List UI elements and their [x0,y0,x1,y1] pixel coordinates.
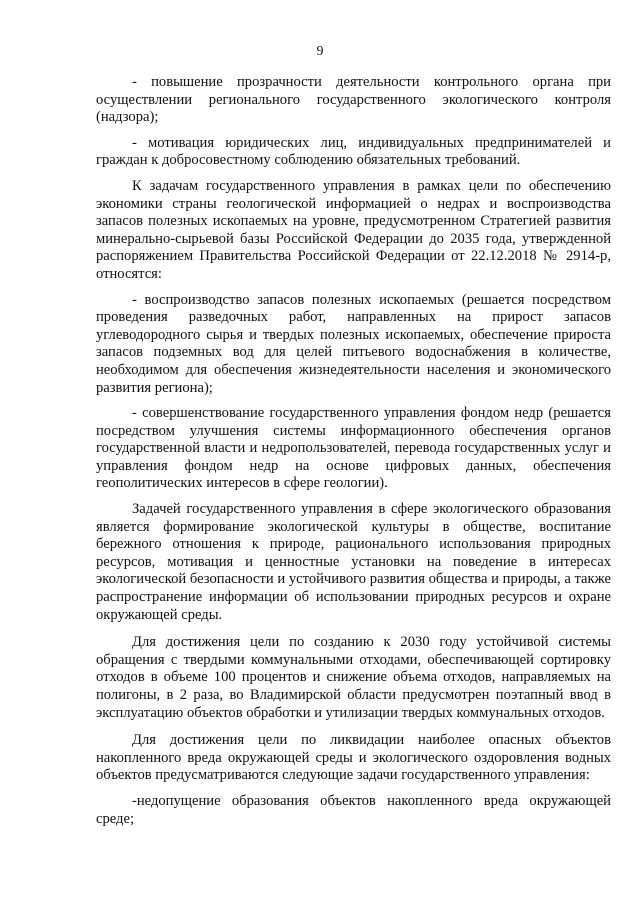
paragraph-transparency: - повышение прозрачности деятельности контрольного органа при осуществлении регионального государственного экологического контроля (надзора); [96,74,611,126]
paragraph-reserves-reproduction: - воспроизводство запасов полезных ископаемых (решается посредством проведения разведочных работ, направленных на прирост запасов углеводородного сырья и твердых полезных ископаемых, обеспечение прироста запасов подземных вод для целей питьевого водоснабжения в количестве, необходимом для обеспечения жизнедеятельности населения и экономического развития региона); [96,291,611,396]
paragraph-motivation: - мотивация юридических лиц, индивидуальных предпринимателей и граждан к добросовестному соблюдению обязательных требований. [96,134,611,169]
paragraph-subsoil-management: - совершенствование государственного управления фондом недр (решается посредством улучшения системы информационного обеспечения органов государственной власти и недропользователей, перевода государственных услуг и управления фондом недр на основе цифровых данных, обеспечения геополитических интересов в сфере геологии). [96,405,611,492]
page-number: 9 [316,44,324,59]
document-body [96,74,611,828]
paragraph-prevention: -недопущение образования объектов накопленного вреда окружающей среде; [96,792,611,827]
paragraph-accumulated-harm: Для достижения цели по ликвидации наиболее опасных объектов накопленного вреда окружающей среды и экологического оздоровления водных объектов предусматриваются следующие задачи государственного управления: [96,732,611,784]
paragraph-geology-tasks: К задачам государственного управления в рамках цели по обеспечению экономики страны геологической информацией о недрах и воспроизводства запасов полезных ископаемых на уровне, предусмотренном Стратегией развития минерально-сырьевой базы Российской Федерации до 2035 года, утвержденной распоряжением Правительства Российской Федерации от 22.12.2018 № 2914-р, относятся: [96,177,611,282]
paragraph-ecological-education: Задачей государственного управления в сфере экологического образования является формирование экологической культуры в обществе, воспитание бережного отношения к природе, рационального использования природных ресурсов, мотивация и ценностные установки на поведение в интересах экологической безопасности и устойчивого развития общества и природы, а также распространение информации об использовании природных ресурсов и охране окружающей среды. [96,501,611,623]
paragraph-waste-management: Для достижения цели по созданию к 2030 году устойчивой системы обращения с твердыми коммунальными отходами, обеспечивающей сортировку отходов в объеме 100 процентов и снижение объема отходов, направляемых на полигоны, в 2 раза, во Владимирской области предусмотрен поэтапный ввод в эксплуатацию объектов обработки и утилизации твердых коммунальных отходов. [96,634,611,721]
